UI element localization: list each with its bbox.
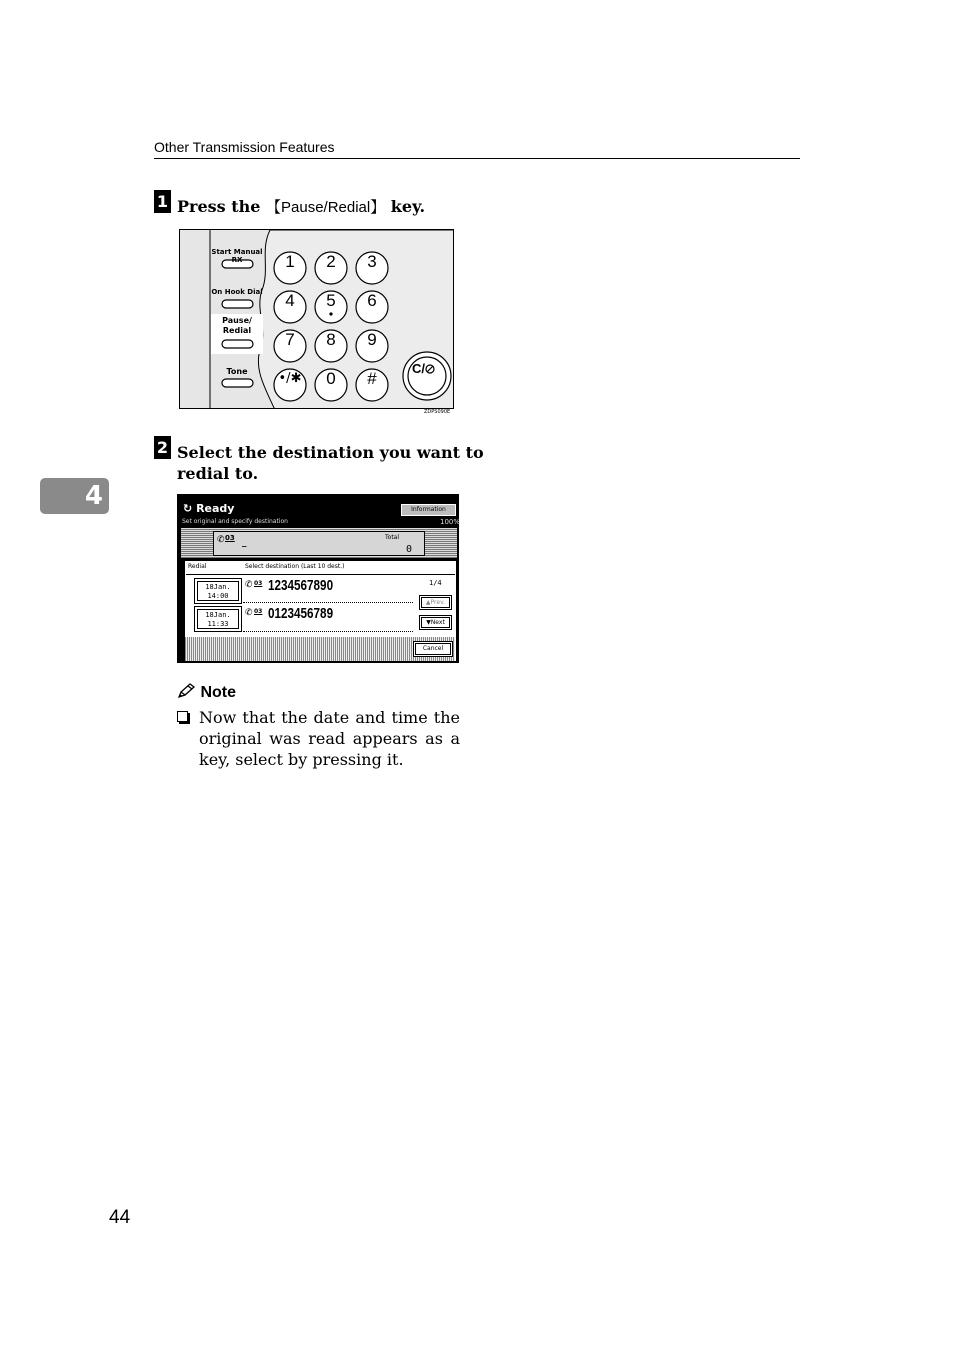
next-button: ▼Next — [419, 615, 452, 630]
row-divider — [243, 631, 413, 632]
entry-time: 11:33 — [207, 620, 229, 628]
entry-prefix: 03 — [254, 608, 263, 615]
chapter-tab: 4 — [40, 478, 109, 514]
phone-icon: ✆ — [245, 608, 253, 618]
page-number: 44 — [109, 1207, 131, 1228]
step-2-line-1: Select the destination you want to — [177, 443, 484, 462]
ready-icon: ↻ — [183, 502, 193, 515]
phone-icon: ✆ — [217, 535, 225, 545]
pause-redial-key-name: 【Pause/Redial】 — [266, 199, 386, 216]
entry-time: 14:00 — [207, 592, 229, 600]
redial-list-instruction: Select destination (Last 10 dest.) — [245, 563, 345, 570]
star-key: •/✱ — [278, 371, 302, 386]
note-title: Note — [200, 684, 237, 701]
step-2-number: 2 — [154, 436, 171, 459]
step-1-number: 1 — [154, 190, 171, 213]
step-1-post: key. — [385, 197, 426, 216]
fax-display-screenshot — [177, 494, 459, 663]
row-divider — [243, 602, 413, 603]
on-hook-dial-label: On Hook Dial — [211, 288, 263, 296]
digit-key-5: 5 — [326, 291, 336, 310]
digit-key-3: 3 — [367, 252, 377, 271]
total-label: Total — [385, 534, 400, 541]
entry-prefix: 03 — [254, 580, 263, 587]
clear-stop-label: C/ — [412, 361, 425, 376]
tone-label: Tone — [226, 367, 248, 376]
memory-count: 100% — [440, 518, 461, 526]
digit-key-6: 6 — [367, 291, 377, 310]
figure-code: ZDPS090E — [424, 409, 451, 415]
hash-key: # — [367, 369, 377, 388]
step-1-pre: Press the — [177, 197, 266, 216]
entry-date: 18Jan. — [205, 583, 231, 591]
keypad-illustration — [179, 229, 454, 409]
page-indicator: 1/4 — [429, 579, 442, 587]
checkbox-bullet-icon — [177, 711, 188, 722]
note-heading — [177, 683, 236, 702]
list-rule — [186, 574, 455, 575]
status-title — [183, 502, 234, 515]
instruction-text: Set original and specify destination — [182, 518, 288, 525]
redial-list-label: Redial — [188, 563, 207, 570]
step-1-text — [177, 196, 425, 218]
digit-key-7: 7 — [285, 330, 295, 349]
total-value: 0 — [406, 544, 413, 555]
information-button: Information — [401, 504, 456, 516]
cancel-button: Cancel — [413, 641, 453, 657]
pause-redial-label: Pause/ Redial — [222, 316, 252, 335]
dial-cursor: _ — [242, 538, 247, 548]
dial-prefix: 03 — [225, 534, 235, 542]
digit-key-9: 9 — [367, 330, 377, 349]
digit-key-1: 1 — [285, 252, 295, 271]
note-text: Now that the date and time the original was read appears as a key, select by pressing it. — [199, 708, 460, 769]
step-2-line-2: redial to. — [177, 464, 259, 483]
start-manual-rx-label: Start Manual RX — [211, 248, 263, 264]
redial-time-key — [194, 578, 242, 604]
stop-icon — [425, 364, 435, 374]
digit-key-8: 8 — [326, 330, 336, 349]
entry-number: 1234567890 — [268, 577, 334, 594]
entry-number: 0123456789 — [268, 605, 334, 622]
digit-key-4: 4 — [285, 291, 295, 310]
status-text: Ready — [196, 502, 235, 515]
redial-time-key — [194, 606, 242, 632]
note-item — [177, 707, 460, 770]
digit-key-2: 2 — [326, 252, 336, 271]
header-rule — [154, 158, 800, 159]
running-header: Other Transmission Features — [154, 139, 335, 155]
phone-icon: ✆ — [245, 580, 253, 590]
prev-button: ▲Prev. — [419, 595, 452, 610]
clear-stop-key — [412, 361, 435, 376]
pencil-icon — [177, 683, 196, 699]
entry-date: 18Jan. — [205, 611, 231, 619]
digit-key-0: 0 — [326, 369, 336, 388]
